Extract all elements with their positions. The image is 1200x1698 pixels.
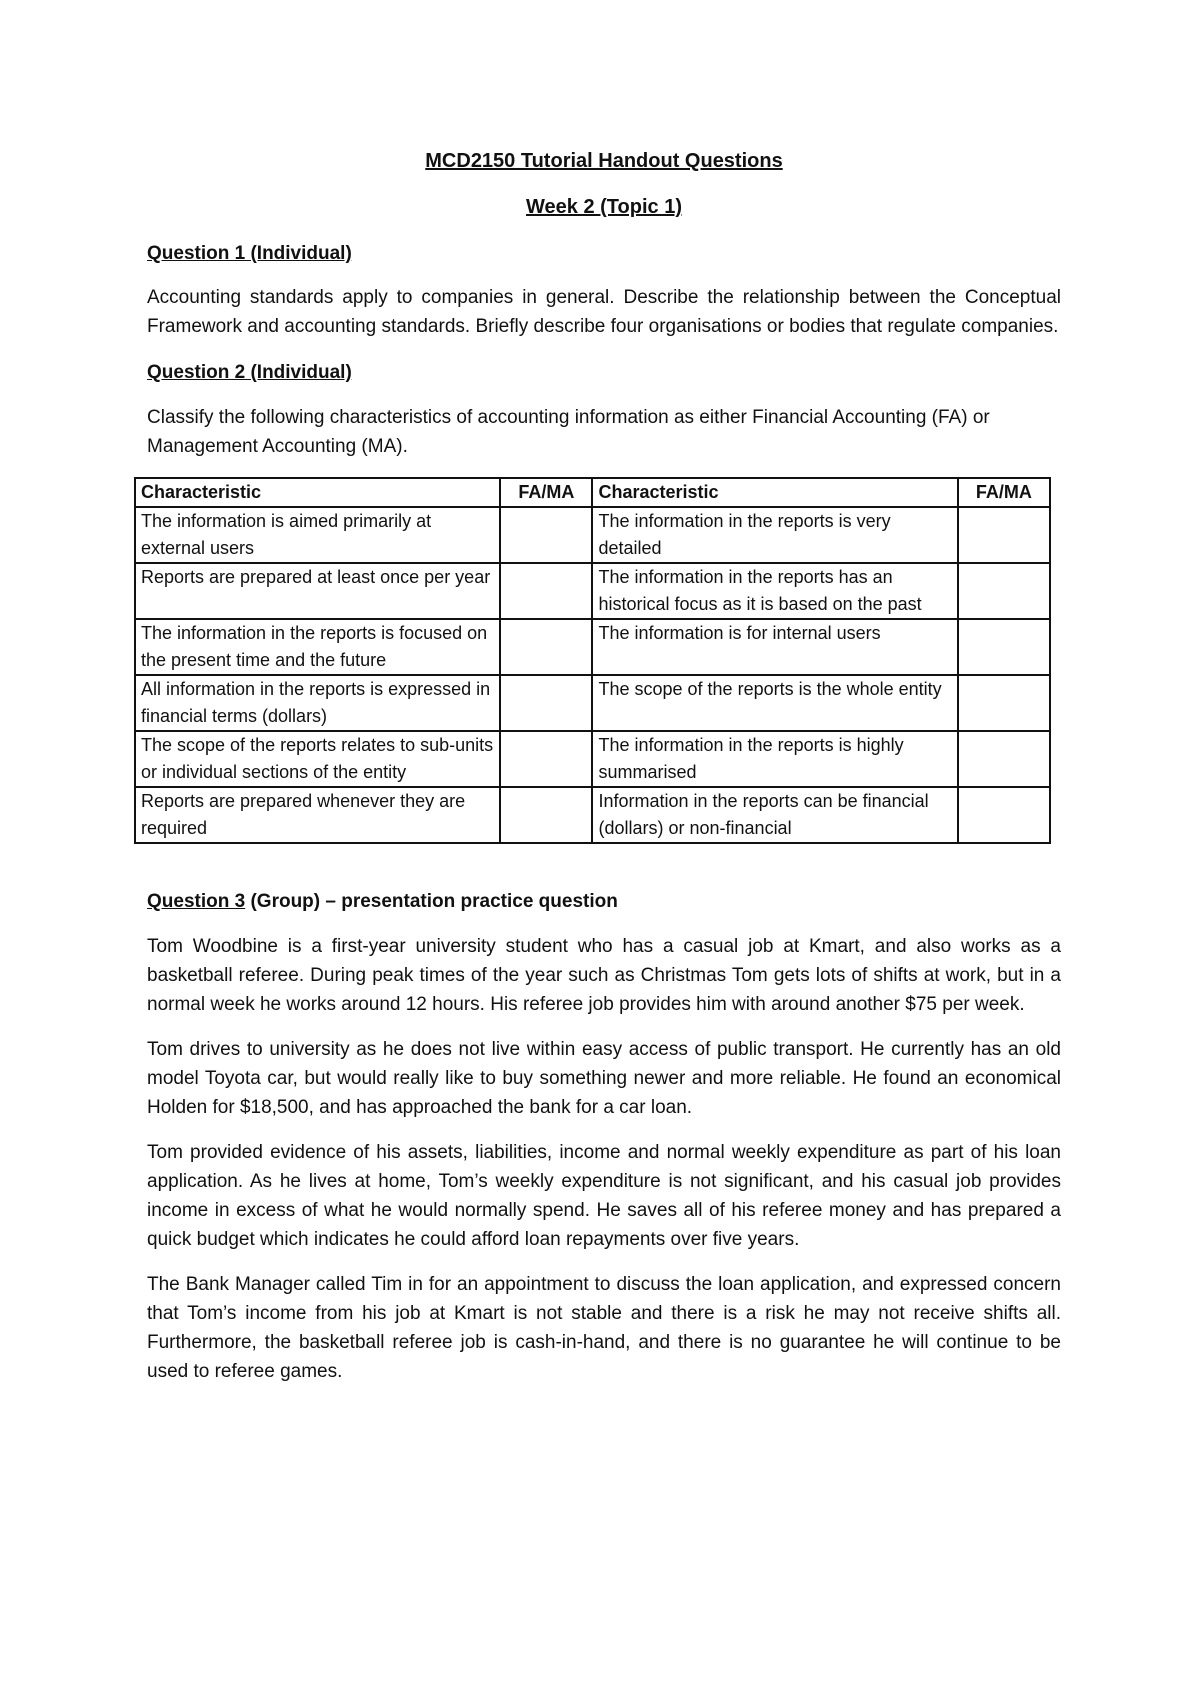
characteristic-cell: The information in the reports has an historical focus as it is based on the past — [592, 563, 957, 619]
fama-answer-cell[interactable] — [500, 507, 592, 563]
question-3-paragraph: The Bank Manager called Tim in for an appointment to discuss the loan application, and expressed concern that Tom’s income from his job at Kmart is not stable and there is a risk he may not receive shifts all. Furthermore, the basketball referee job is cash-in-hand, and there is no guarantee he will continue to be used to referee games. — [147, 1274, 1061, 1382]
document-title: MCD2150 Tutorial Handout Questions — [425, 150, 783, 172]
characteristic-cell: Reports are prepared at least once per year — [135, 563, 500, 619]
fama-answer-cell[interactable] — [500, 787, 592, 843]
question-1-heading — [147, 239, 1061, 268]
fama-answer-cell[interactable] — [958, 731, 1050, 787]
fama-answer-cell[interactable] — [958, 787, 1050, 843]
characteristic-cell: The scope of the reports relates to sub-units or individual sections of the entity — [135, 731, 500, 787]
table-row — [135, 563, 1050, 619]
characteristic-cell: The information in the reports is focused on the present time and the future — [135, 619, 500, 675]
characteristic-cell: The information in the reports is very detailed — [592, 507, 957, 563]
characteristic-cell: The information in the reports is highly summarised — [592, 731, 957, 787]
question-2-text: Classify the following characteristics of accounting information as either Financial Accounting (FA) or Management Accounting (MA). — [147, 407, 990, 457]
characteristic-cell: The scope of the reports is the whole entity — [592, 675, 957, 731]
characteristic-cell: All information in the reports is expressed in financial terms (dollars) — [135, 675, 500, 731]
characteristic-cell: The information is aimed primarily at external users — [135, 507, 500, 563]
table-row — [135, 619, 1050, 675]
classification-table — [134, 477, 1051, 844]
question-2-heading — [147, 358, 1061, 387]
header-characteristic-left: Characteristic — [135, 478, 500, 507]
table-row — [135, 731, 1050, 787]
document-page — [141, 146, 1061, 1386]
fama-answer-cell[interactable] — [500, 675, 592, 731]
question-3-heading-rest: (Group) – presentation practice question — [245, 891, 618, 912]
header-fama-left: FA/MA — [500, 478, 592, 507]
fama-answer-cell[interactable] — [958, 563, 1050, 619]
table-header-row — [135, 478, 1050, 507]
fama-answer-cell[interactable] — [500, 731, 592, 787]
question-3-paragraph: Tom Woodbine is a first-year university student who has a casual job at Kmart, and also works as a basketball referee. During peak times of the year such as Christmas Tom gets lots of shifts at work, but in a normal week he works around 12 hours. His referee job provides him with around another $75 per week. — [147, 936, 1061, 1015]
question-1-text: Accounting standards apply to companies in general. Describe the relationship between the Conceptual Framework and accounting standards. Briefly describe four organisations or bodies that regulate companies. — [147, 287, 1061, 337]
characteristic-cell: Information in the reports can be financial (dollars) or non-financial — [592, 787, 957, 843]
question-3-heading — [147, 887, 1061, 916]
fama-answer-cell[interactable] — [958, 675, 1050, 731]
question-3-heading-label: Question 3 — [147, 891, 246, 912]
characteristic-cell: Reports are prepared whenever they are required — [135, 787, 500, 843]
header-fama-right: FA/MA — [958, 478, 1050, 507]
header-characteristic-right: Characteristic — [592, 478, 957, 507]
fama-answer-cell[interactable] — [500, 619, 592, 675]
document-subtitle: Week 2 (Topic 1) — [526, 196, 682, 218]
table-row — [135, 507, 1050, 563]
fama-answer-cell[interactable] — [958, 507, 1050, 563]
question-3-paragraph: Tom provided evidence of his assets, liabilities, income and normal weekly expenditure as part of his loan application. As he lives at home, Tom’s weekly expenditure is not significant, and his casual job provides income in excess of what he would normally spend. He saves all of his referee money and has prepared a quick budget which indicates he could afford loan repayments over five years. — [147, 1142, 1061, 1250]
question-1-heading-text: Question 1 (Individual) — [147, 243, 352, 264]
fama-answer-cell[interactable] — [958, 619, 1050, 675]
question-2-heading-text: Question 2 (Individual) — [147, 362, 352, 383]
characteristic-cell: The information is for internal users — [592, 619, 957, 675]
fama-answer-cell[interactable] — [500, 563, 592, 619]
question-3-paragraph: Tom drives to university as he does not live within easy access of public transport. He currently has an old model Toyota car, but would really like to buy something newer and more reliable. He found an economical Holden for $18,500, and has approached the bank for a car loan. — [147, 1039, 1061, 1118]
table-row — [135, 675, 1050, 731]
section-spacer — [147, 844, 1061, 870]
table-row — [135, 787, 1050, 843]
